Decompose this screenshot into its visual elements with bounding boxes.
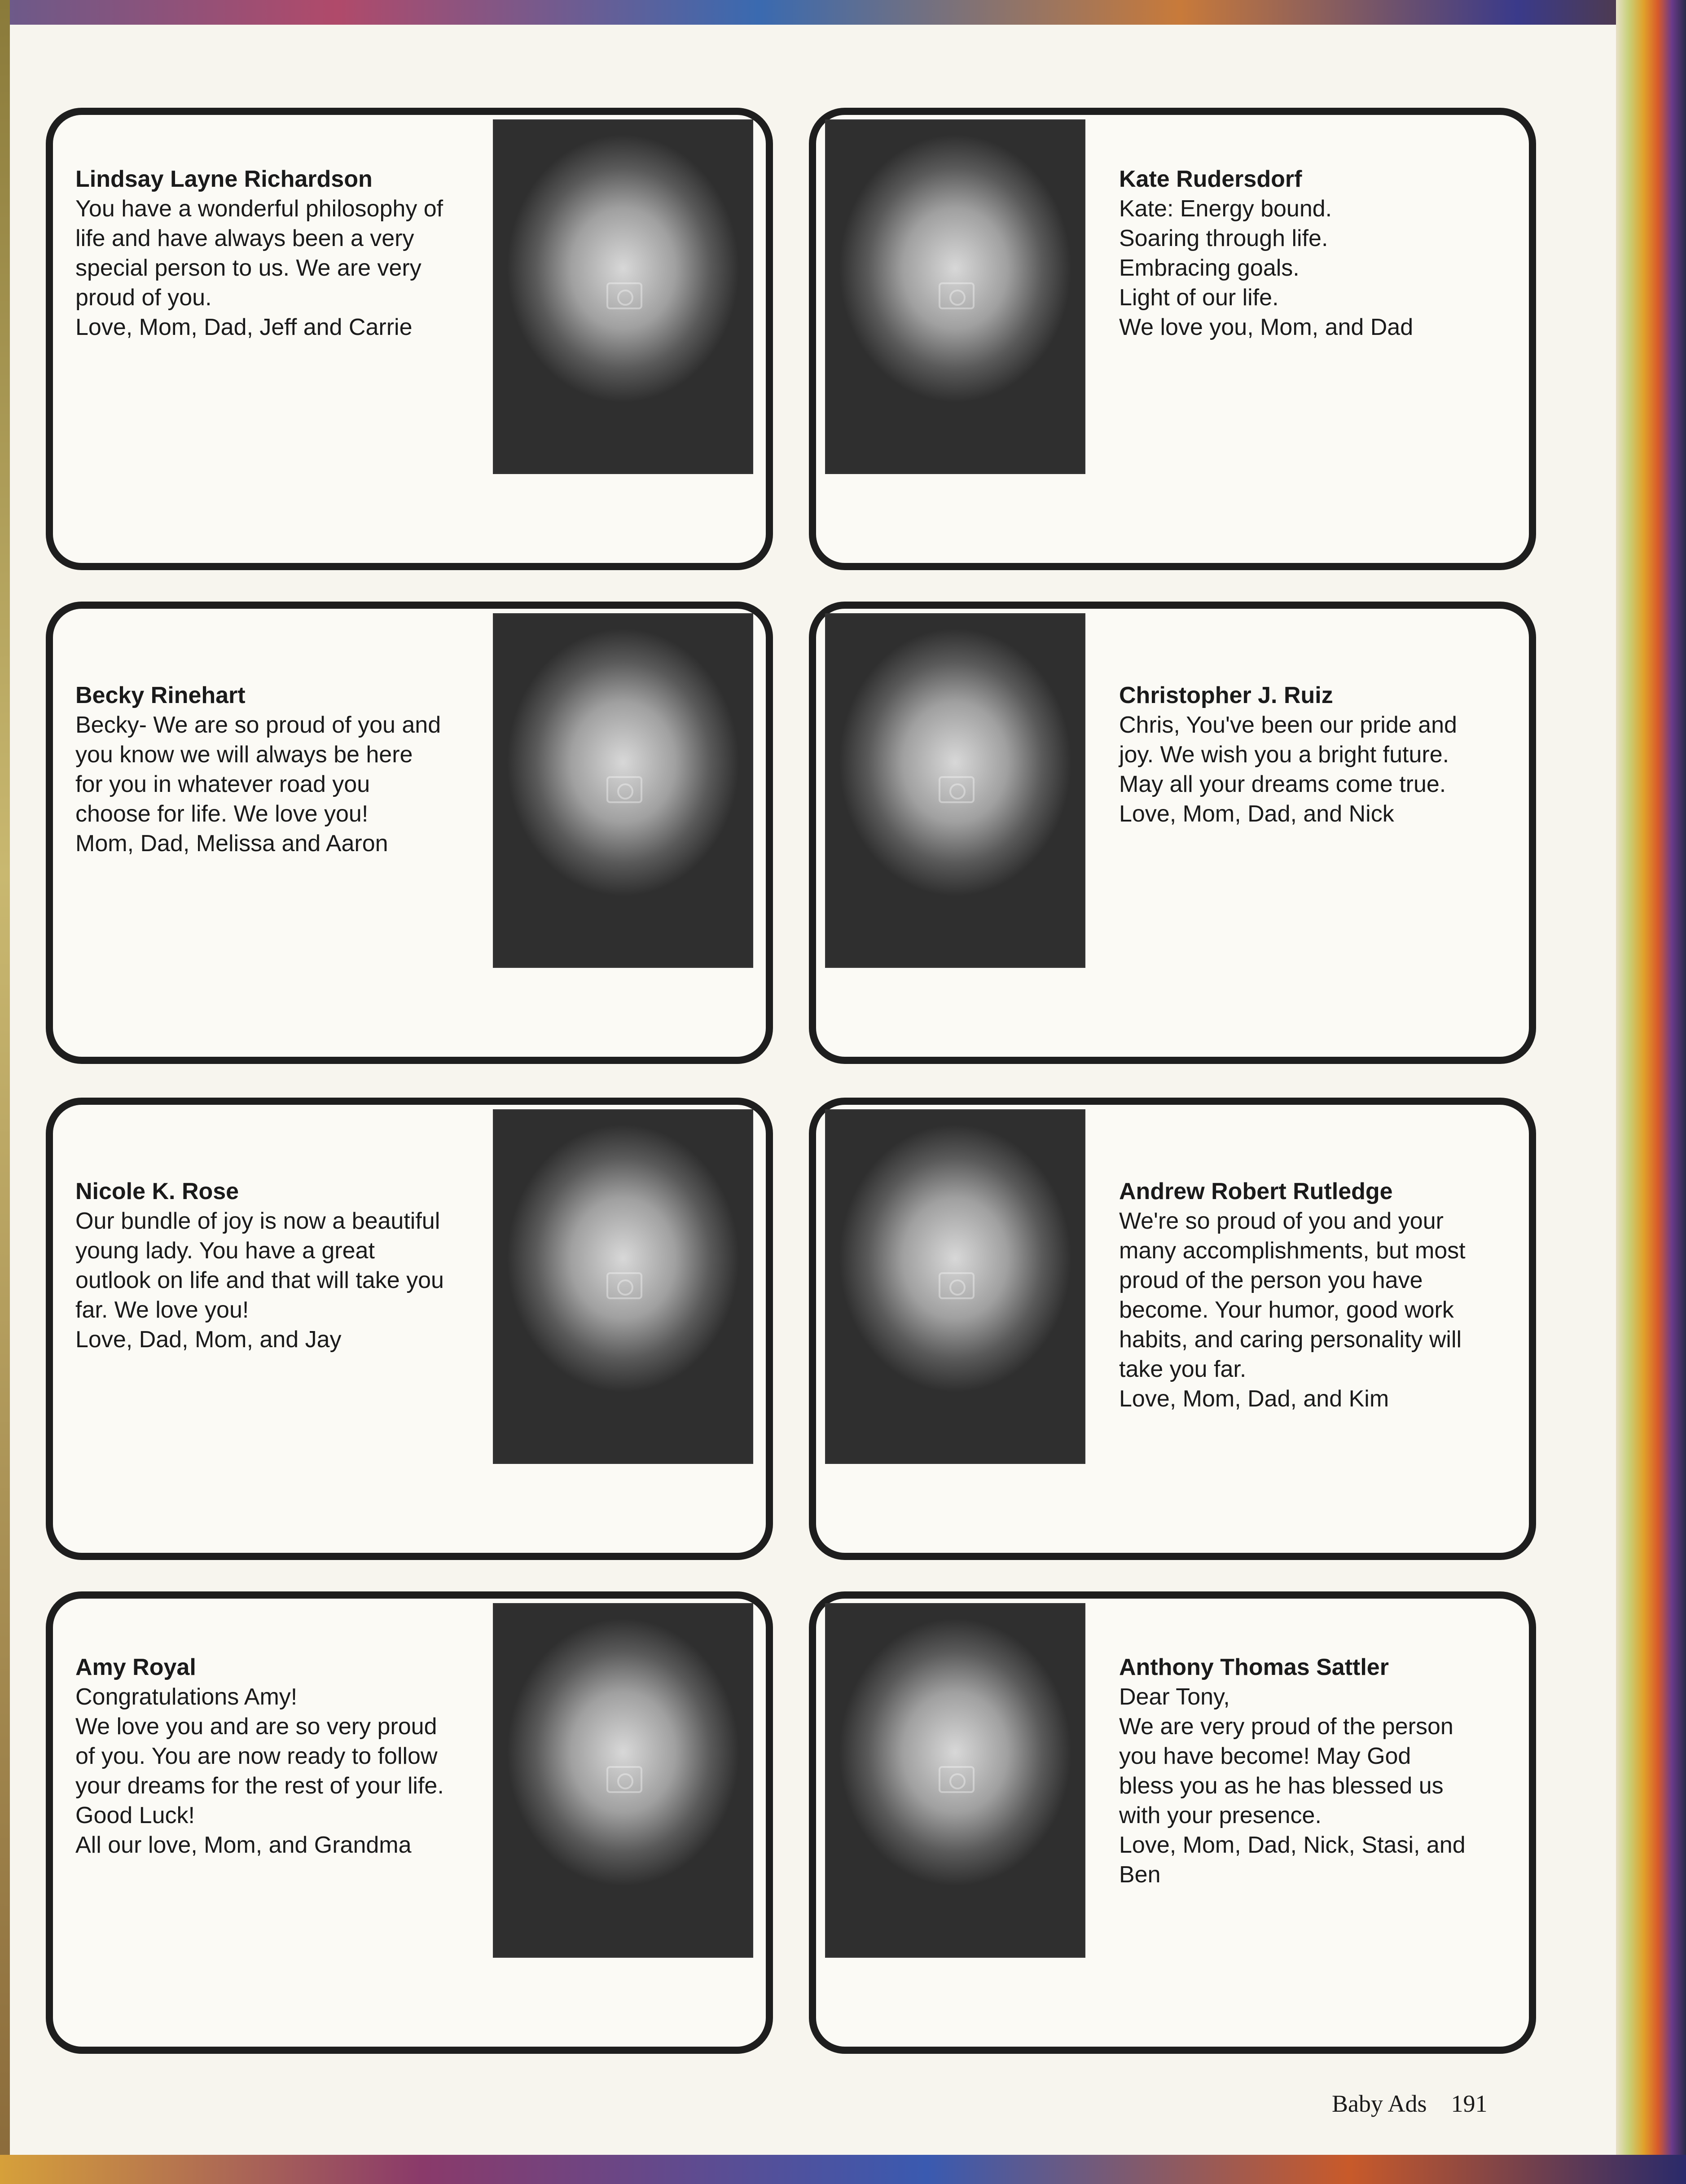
baby-ad-card [46,602,773,1064]
baby-photo [493,613,753,968]
ad-line: Love, Mom, Dad, and Nick [1119,801,1394,827]
baby-photo [825,1603,1085,1958]
ad-line: many accomplishments, but most [1119,1238,1466,1264]
ad-line: habits, and caring personality will [1119,1327,1462,1353]
photo-icon [939,776,975,803]
ad-line: you know we will always be here [75,742,413,768]
baby-ad-card [46,108,773,570]
baby-ad-card [809,602,1536,1064]
ad-line: Our bundle of joy is now a beautiful [75,1208,440,1234]
ad-line: your dreams for the rest of your life. [75,1773,444,1799]
yearbook-page [10,25,1616,2155]
ad-line: Love, Dad, Mom, and Jay [75,1327,342,1353]
ad-line: Love, Mom, Dad, Nick, Stasi, and [1119,1832,1466,1858]
ad-line: Dear Tony, [1119,1684,1230,1710]
ad-line: Good Luck! [75,1802,195,1828]
ad-text [1119,164,1514,342]
ad-name: Nicole K. Rose [75,1178,239,1204]
ad-line: All our love, Mom, and Grandma [75,1832,412,1858]
ad-text [1119,1652,1514,1890]
ad-line: May all your dreams come true. [1119,771,1446,797]
ad-line: We love you, Mom, and Dad [1119,314,1414,340]
ad-line: joy. We wish you a bright future. [1119,742,1449,768]
ad-text [75,1652,470,1860]
photo-icon [939,282,975,309]
baby-ad-card [809,108,1536,570]
baby-ad-card [46,1098,773,1560]
ad-name: Amy Royal [75,1654,196,1680]
book-edge-top [0,0,1686,25]
ad-line: proud of you. [75,285,212,311]
ad-line: become. Your humor, good work [1119,1297,1454,1323]
ad-line: Love, Mom, Dad, Jeff and Carrie [75,314,413,340]
ad-line: life and have always been a very [75,225,414,251]
ad-line: Becky- We are so proud of you and [75,712,441,738]
baby-photo [825,1109,1085,1464]
ad-line: special person to us. We are very [75,255,422,281]
ad-line: take you far. [1119,1356,1247,1382]
photo-icon [606,1272,642,1299]
ad-line: young lady. You have a great [75,1238,375,1264]
baby-photo [493,119,753,474]
ad-line: We love you and are so very proud [75,1714,437,1740]
ad-line: Light of our life. [1119,285,1279,311]
section-name: Baby Ads [1332,2090,1427,2117]
baby-ad-card [46,1591,773,2054]
photo-icon [939,1272,975,1299]
baby-photo [825,119,1085,474]
ad-name: Christopher J. Ruiz [1119,682,1333,708]
ad-name: Anthony Thomas Sattler [1119,1654,1389,1680]
ad-line: Kate: Energy bound. [1119,196,1332,222]
ad-line: for you in whatever road you [75,771,370,797]
ad-line: Congratulations Amy! [75,1684,298,1710]
ad-name: Lindsay Layne Richardson [75,166,373,192]
page-number: 191 [1451,2090,1488,2117]
ad-line: Love, Mom, Dad, and Kim [1119,1386,1389,1412]
photo-icon [606,776,642,803]
page-footer [1332,2090,1488,2118]
ad-text [75,1177,470,1354]
ad-line: Embracing goals. [1119,255,1300,281]
baby-photo [493,1109,753,1464]
ad-line: bless you as he has blessed us [1119,1773,1444,1799]
ad-text [75,681,470,858]
ad-text [1119,681,1514,829]
ad-name: Becky Rinehart [75,682,246,708]
ad-line: outlook on life and that will take you [75,1267,444,1293]
baby-photo [825,613,1085,968]
ad-line: with your presence. [1119,1802,1322,1828]
baby-ad-card [809,1591,1536,2054]
ad-line: We're so proud of you and your [1119,1208,1444,1234]
photo-icon [939,1766,975,1793]
ad-line: choose for life. We love you! [75,801,369,827]
book-edge-left [0,0,10,2184]
photo-icon [606,1766,642,1793]
ad-line: Soaring through life. [1119,225,1328,251]
photo-icon [606,282,642,309]
book-edge-bottom [0,2155,1686,2184]
ad-line: We are very proud of the person [1119,1714,1453,1740]
baby-photo [493,1603,753,1958]
ad-line: of you. You are now ready to follow [75,1743,438,1769]
ad-line: you have become! May God [1119,1743,1411,1769]
ad-text [1119,1177,1514,1414]
ad-name: Andrew Robert Rutledge [1119,1178,1393,1204]
ad-line: proud of the person you have [1119,1267,1423,1293]
ad-name: Kate Rudersdorf [1119,166,1302,192]
ad-line: Chris, You've been our pride and [1119,712,1457,738]
ad-line: far. We love you! [75,1297,249,1323]
ad-line: You have a wonderful philosophy of [75,196,443,222]
ad-line: Mom, Dad, Melissa and Aaron [75,831,388,857]
baby-ad-card [809,1098,1536,1560]
ad-line: Ben [1119,1862,1161,1888]
ad-text [75,164,470,342]
book-edge-right [1616,0,1686,2184]
